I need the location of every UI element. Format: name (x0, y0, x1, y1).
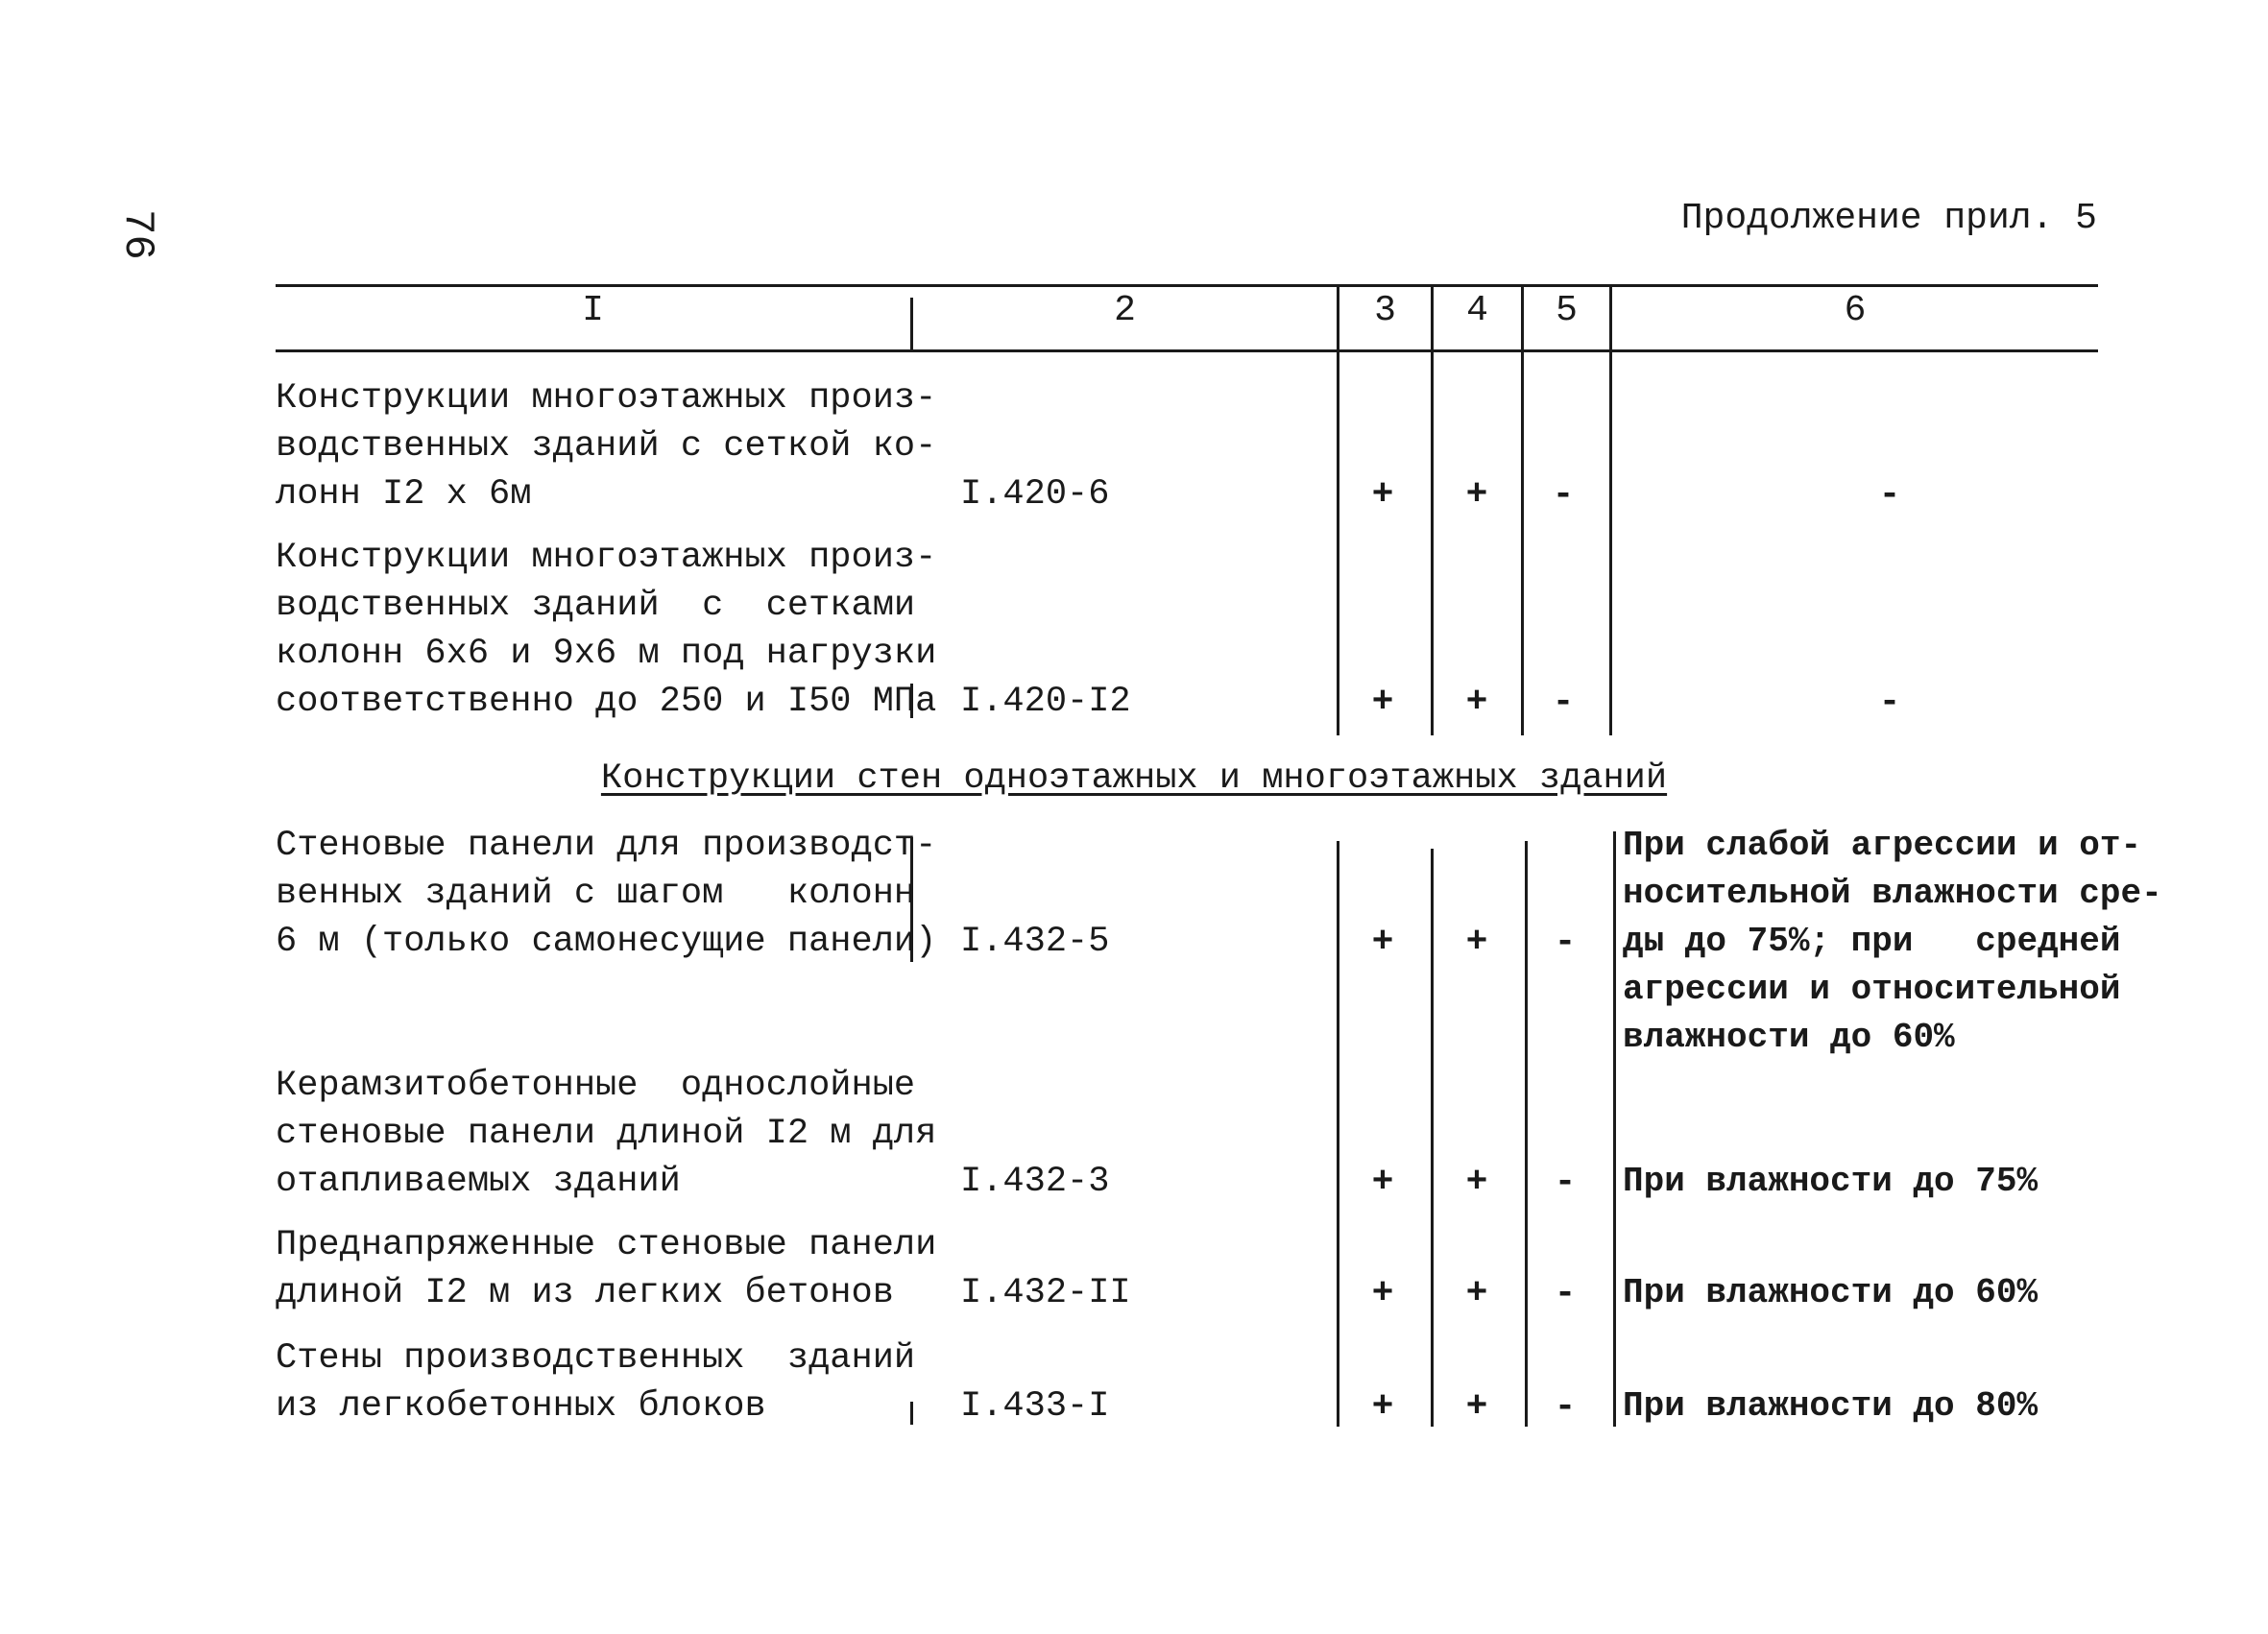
header-col-4: 4 (1466, 290, 1488, 331)
row-4-note: При влажности до 75% (1623, 1162, 2039, 1201)
column-divider (1431, 849, 1434, 1427)
table-header-rule (276, 349, 2098, 352)
column-divider (1525, 841, 1528, 1427)
row-5-name: Преднапряженные стеновые панели длиной I2 м из легких бетонов (276, 1225, 937, 1313)
table-top-rule (276, 284, 2098, 287)
row-2-col-3: + (1371, 682, 1394, 723)
row-5-note: При влажности до 60% (1623, 1273, 2039, 1312)
header-col-1: I (582, 290, 604, 331)
section-title (0, 758, 2268, 799)
row-2-series: I.420-I2 (960, 682, 1131, 722)
row-1-col-4: + (1465, 474, 1488, 516)
row-6-name: Стены производственных зданий из легкобетонных блоков (276, 1338, 916, 1427)
row-3-name: Стеновые панели для производст- венных зданий с шагом колонн 6 м (только самонесущие панели) (276, 826, 937, 962)
row-6-col-5: - (1554, 1386, 1577, 1428)
row-4-col-4: + (1465, 1162, 1488, 1203)
row-4-name: Керамзитобетонные однослойные стеновые панели длиной I2 м для отапливаемых зданий (276, 1066, 937, 1202)
row-1-col-5: - (1552, 474, 1575, 516)
row-6-series: I.433-I (960, 1386, 1110, 1427)
column-divider (1609, 284, 1612, 735)
row-3-note: При слабой агрессии и от- носительной влажности сре- ды до 75%; при средней агрессии и относительной влажности до 60% (1623, 826, 2162, 1057)
row-1-note: - (1878, 474, 1901, 516)
row-3-series: I.432-5 (960, 922, 1110, 962)
row-4-col-3: + (1371, 1162, 1394, 1203)
header-col-2: 2 (1114, 290, 1136, 331)
row-3-col-5: - (1554, 922, 1577, 963)
row-3-col-4: + (1465, 922, 1488, 963)
row-2-col-4: + (1465, 682, 1488, 723)
row-4-col-5: - (1554, 1162, 1577, 1203)
row-5-col-4: + (1465, 1273, 1488, 1314)
column-divider (1337, 841, 1339, 1427)
column-divider (1613, 831, 1616, 1427)
column-divider (1337, 284, 1339, 735)
column-divider (1521, 284, 1524, 735)
row-2-note: - (1878, 682, 1901, 723)
section-title-text: Конструкции стен одноэтажных и многоэтажных зданий (600, 758, 1668, 799)
page-number: 76 (113, 209, 161, 260)
row-5-col-3: + (1371, 1273, 1394, 1314)
column-divider (1431, 284, 1434, 735)
header-col-3: 3 (1374, 290, 1396, 331)
header-col-5: 5 (1556, 290, 1578, 331)
row-1-name: Конструкции многоэтажных произ- водственных зданий с сеткой ко- лонн I2 х 6м (276, 378, 937, 515)
row-1-col-3: + (1371, 474, 1394, 516)
row-5-series: I.432-II (960, 1273, 1131, 1313)
row-2-name: Конструкции многоэтажных произ- водственных зданий с сетками колонн 6х6 и 9х6 м под нагрузки соответственно до 250 и I50 МПа (276, 538, 937, 722)
row-6-col-4: + (1465, 1386, 1488, 1428)
continuation-label: Продолжение прил. 5 (1680, 198, 2097, 239)
header-col-6: 6 (1844, 290, 1867, 331)
row-3-col-3: + (1371, 922, 1394, 963)
row-5-col-5: - (1554, 1273, 1577, 1314)
row-6-note: При влажности до 80% (1623, 1386, 2039, 1426)
row-4-series: I.432-3 (960, 1162, 1110, 1202)
row-2-col-5: - (1552, 682, 1575, 723)
row-6-col-3: + (1371, 1386, 1394, 1428)
row-1-series: I.420-6 (960, 474, 1110, 515)
